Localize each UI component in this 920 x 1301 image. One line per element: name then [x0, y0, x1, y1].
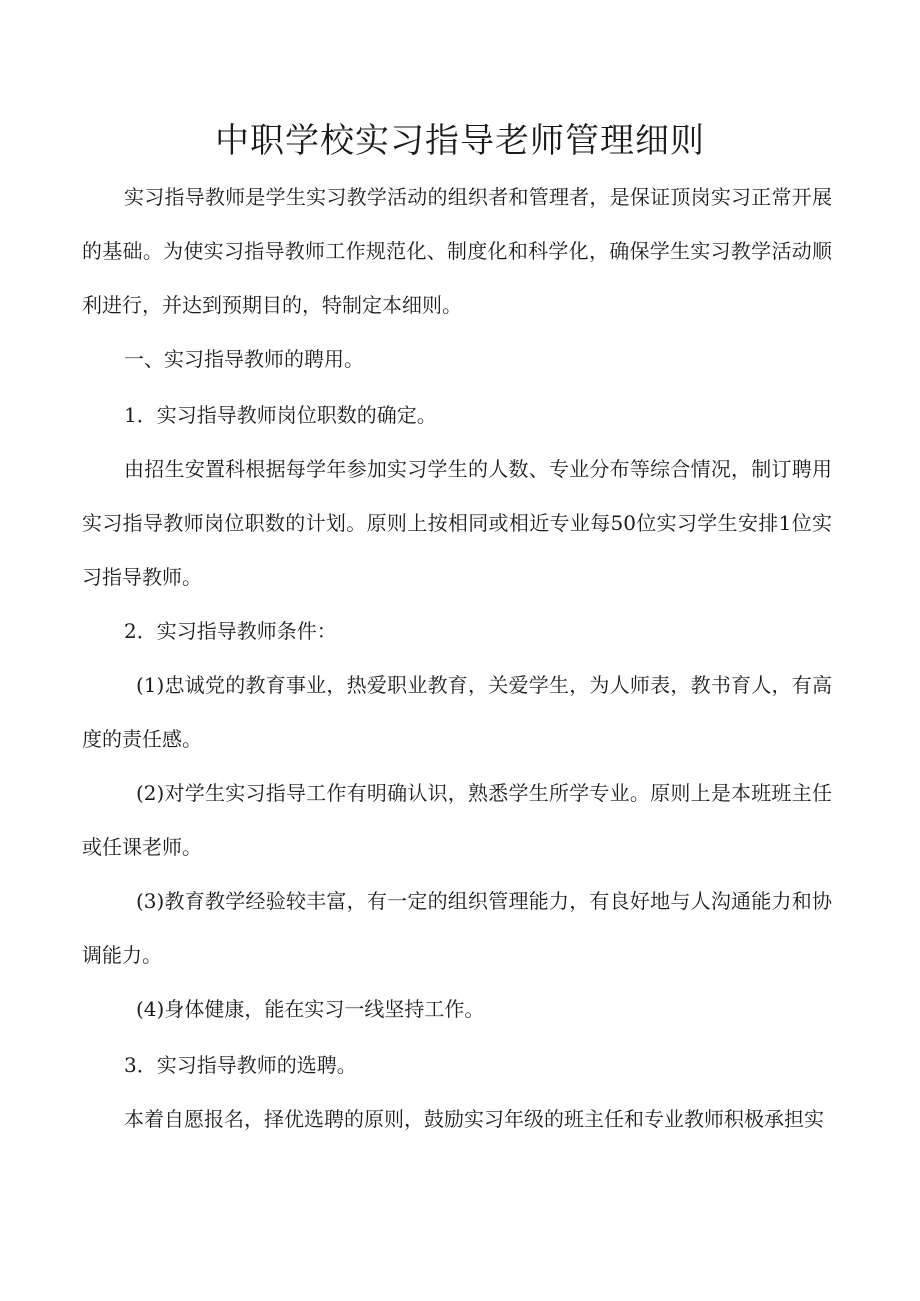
subsection-heading-2: 2．实习指导教师条件： [124, 619, 337, 643]
list-item-condition-2: (2)对学生实习指导工作有明确认识，熟悉学生所学专业。原则上是本班班主任或任课老师。 [82, 781, 832, 859]
list-item-condition-1: (1)忠诚党的教育事业，热爱职业教育，关爱学生，为人师表，教书育人，有高度的责任感。 [82, 673, 832, 751]
list-item-condition-3: (3)教育教学经验较丰富，有一定的组织管理能力，有良好地与人沟通能力和协调能力。 [82, 889, 832, 967]
subsection-heading-1: 1．实习指导教师岗位职数的确定。 [124, 403, 437, 427]
document-title: 中职学校实习指导老师管理细则 [215, 121, 705, 161]
paragraph-selection: 本着自愿报名，择优选聘的原则，鼓励实习年级的班主任和专业教师积极承担实 [124, 1107, 824, 1131]
paragraph-intro: 实习指导教师是学生实习教学活动的组织者和管理者，是保证顶岗实习正常开展的基础。为使实习指导教师工作规范化、制度化和科学化，确保学生实习教学活动顺利进行，并达到预期目的，特制定本细则。 [82, 185, 832, 317]
paragraph-quota: 由招生安置科根据每学年参加实习学生的人数、专业分布等综合情况，制订聘用实习指导教师岗位职数的计划。原则上按相同或相近专业每50位实习学生安排1位实习指导教师。 [82, 457, 832, 589]
subsection-heading-3: 3．实习指导教师的选聘。 [124, 1053, 357, 1077]
section-heading-1: 一、实习指导教师的聘用。 [124, 347, 364, 371]
list-item-condition-4: (4)身体健康，能在实习一线坚持工作。 [136, 997, 485, 1021]
